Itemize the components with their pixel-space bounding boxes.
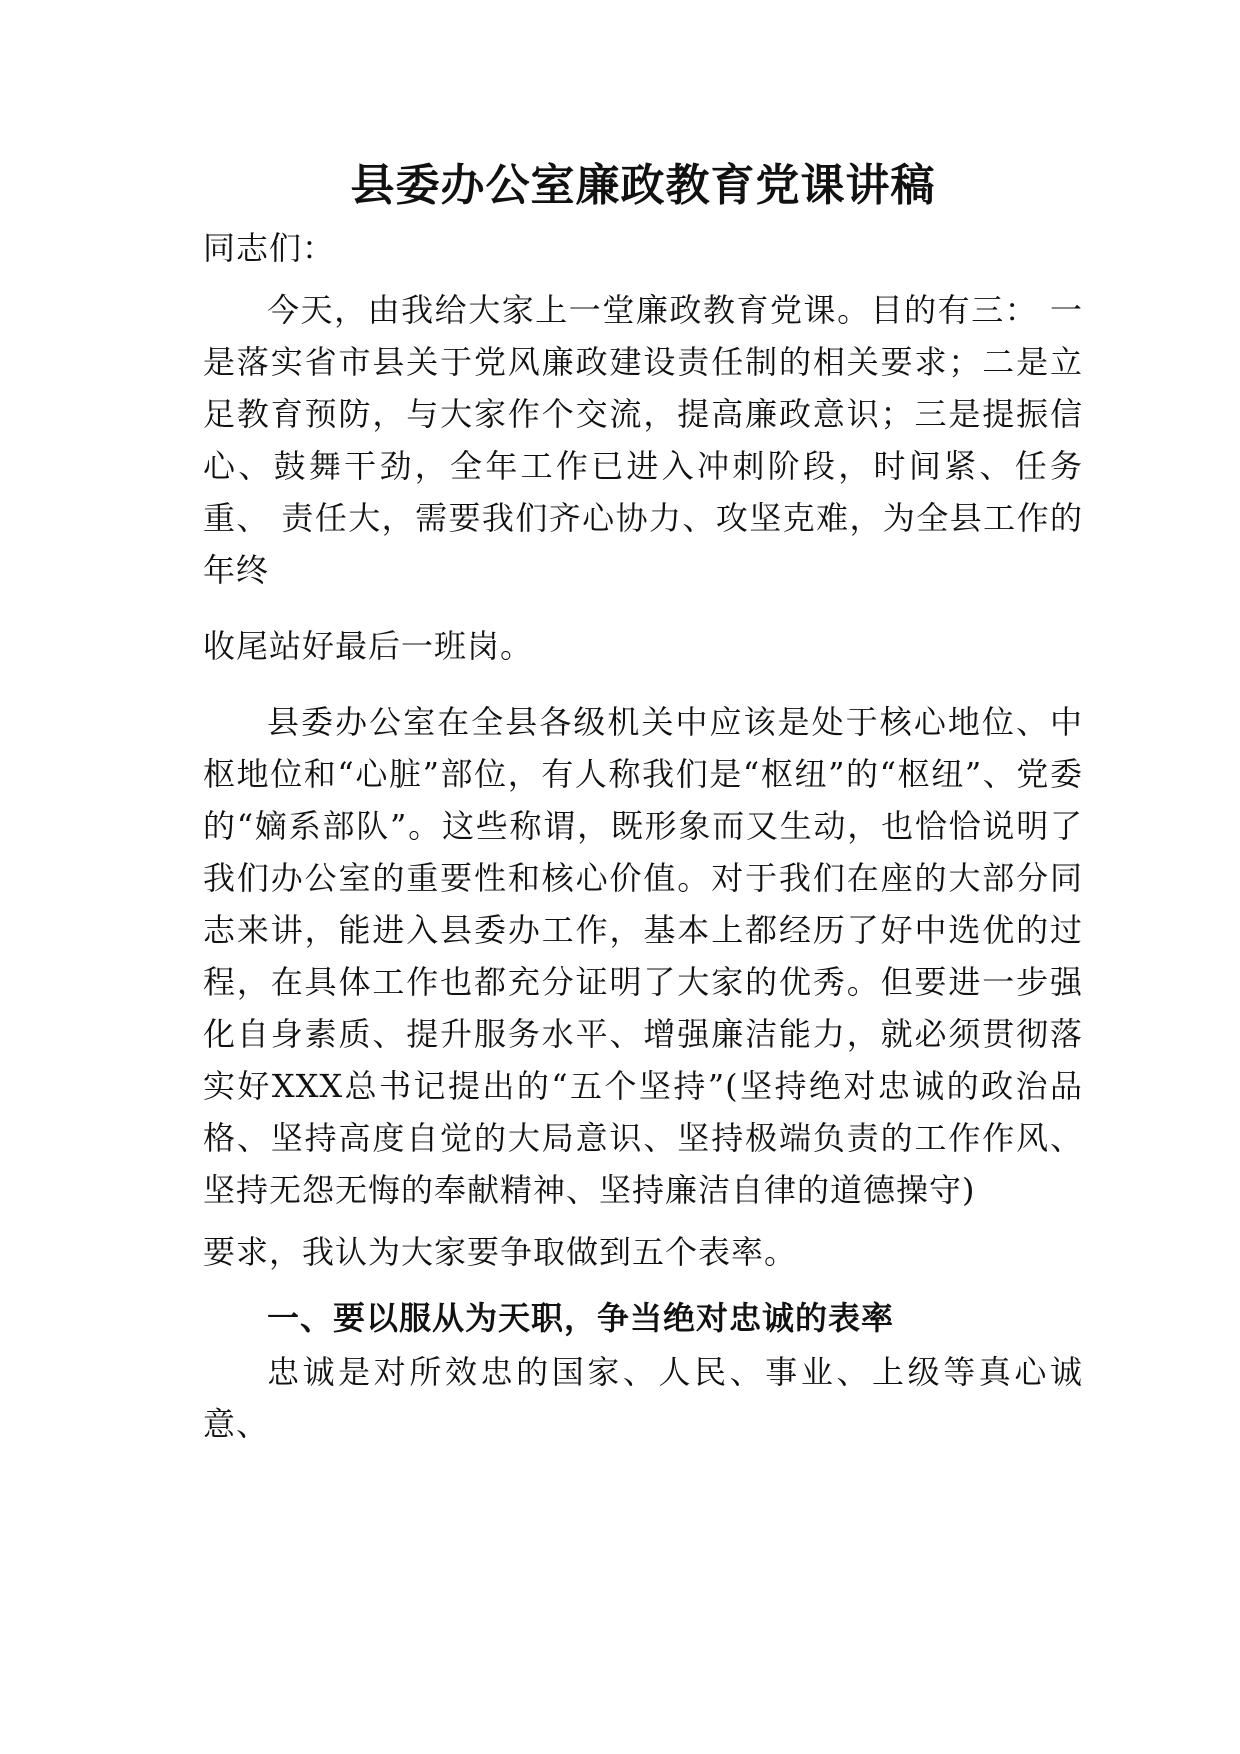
document-body [203, 150, 1083, 1450]
page-title: 县委办公室廉政教育党课讲稿 [350, 160, 936, 211]
paragraph-intro-continued: 收尾站好最后一班岗。 [203, 627, 534, 665]
section-1-paragraph: 忠诚是对所效忠的国家、人民、事业、上级等真心诚意、 [203, 1353, 1083, 1443]
paragraph-office-role-continued: 要求，我认为大家要争取做到五个表率。 [203, 1233, 798, 1271]
salutation: 同志们： [203, 229, 336, 267]
paragraph-office-role: 县委办公室在全县各级机关中应该是处于核心地位、中枢地位和“心脏”部位，有人称我们是“枢纽”的“枢纽”、党委的“嫡系部队”。这些称谓，既形象而又生动，也恰恰说明了我们办公室的重要性和核心价值。对于我们在座的大部分同志来讲，能进入县委办工作，基本上都经历了好中选优的过程，在具体工作也都充分证明了大家的优秀。但要进一步强化自身素质、提升服务水平、增强廉洁能力，就必须贯彻落实好XXX总书记提出的“五个坚持”(坚持绝对忠诚的政治品格、坚持高度自觉的大局意识、坚持极端负责的工作作风、坚持无怨无悔的奉献精神、坚持廉洁自律的道德操守) [203, 703, 1083, 1209]
paragraph-intro: 今天，由我给大家上一堂廉政教育党课。目的有三： 一是落实省市县关于党风廉政建设责任制的相关要求；二是立足教育预防，与大家作个交流，提高廉政意识；三是提振信心、鼓舞干劲，全年工作已进入冲刺阶段，时间紧、任务重、 责任大，需要我们齐心协力、攻坚克难，为全县工作的年终 [203, 291, 1083, 589]
section-heading-1: 一、要以服从为天职，争当绝对忠诚的表率 [267, 1299, 895, 1337]
